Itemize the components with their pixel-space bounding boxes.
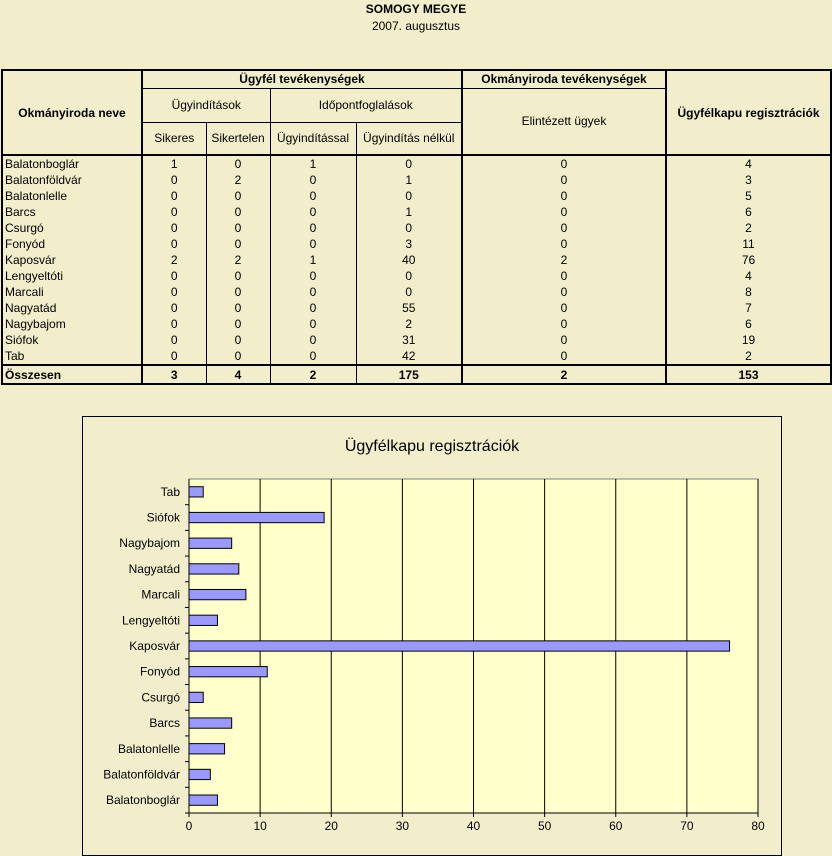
header-without-initiation: Ügyindítás nélkül (356, 122, 462, 155)
statistics-table (1, 69, 832, 385)
value-cell: 0 (142, 268, 206, 284)
x-tick-label: 60 (609, 819, 623, 833)
y-category-label: Barcs (149, 716, 180, 731)
header-bookings: Időpontfoglalások (270, 88, 462, 122)
x-tick-label: 20 (324, 819, 338, 833)
bar (189, 795, 217, 805)
value-cell: 0 (270, 268, 356, 284)
value-cell: 0 (206, 236, 270, 252)
bar (189, 615, 217, 625)
value-cell: 0 (206, 300, 270, 316)
office-name-cell: Tab (2, 348, 142, 365)
office-name-cell: Siófok (2, 332, 142, 348)
bar (189, 718, 232, 728)
value-cell: 1 (356, 204, 462, 220)
value-cell: 2 (206, 172, 270, 188)
office-name-cell: Balatonföldvár (2, 172, 142, 188)
value-cell: 0 (142, 172, 206, 188)
value-cell: 0 (356, 268, 462, 284)
value-cell: 0 (462, 316, 666, 332)
y-category-label: Balatonföldvár (103, 767, 180, 782)
total-row (2, 365, 831, 384)
x-tick-label: 0 (185, 819, 193, 833)
value-cell: 4 (666, 155, 831, 172)
value-cell: 0 (462, 348, 666, 365)
header-office-activities: Okmányiroda tevékenységek (462, 70, 666, 88)
y-category-label: Siófok (146, 510, 180, 525)
table-row (2, 220, 831, 236)
table-row (2, 348, 831, 365)
value-cell: 0 (270, 204, 356, 220)
page-title: SOMOGY MEGYE (365, 2, 467, 16)
header-office-name: Okmányiroda neve (2, 70, 142, 155)
bar (189, 512, 324, 522)
header-client-activities: Ügyfél tevékenységek (142, 70, 462, 88)
office-name-cell: Kaposvár (2, 252, 142, 268)
value-cell: 0 (462, 300, 666, 316)
bar (189, 769, 210, 779)
value-cell: 3 (356, 236, 462, 252)
table-row (2, 236, 831, 252)
table-row (2, 155, 831, 172)
value-cell: 0 (462, 188, 666, 204)
value-cell: 0 (142, 236, 206, 252)
value-cell: 19 (666, 332, 831, 348)
value-cell: 2 (462, 252, 666, 268)
bar (189, 487, 203, 497)
value-cell: 0 (206, 204, 270, 220)
value-cell: 7 (666, 300, 831, 316)
value-cell: 2 (206, 252, 270, 268)
value-cell: 0 (462, 172, 666, 188)
y-category-label: Nagybajom (119, 536, 180, 551)
value-cell: 0 (142, 300, 206, 316)
value-cell: 2 (142, 252, 206, 268)
page-subtitle: 2007. augusztus (371, 19, 461, 33)
value-cell: 4 (666, 268, 831, 284)
y-category-label: Csurgó (141, 690, 180, 705)
value-cell: 0 (142, 204, 206, 220)
value-cell: 0 (356, 220, 462, 236)
value-cell: 0 (462, 236, 666, 252)
y-category-label: Nagyatád (128, 561, 180, 576)
bar-chart (83, 417, 781, 855)
header-unsuccessful: Sikertelen (206, 122, 270, 155)
bar (189, 564, 239, 574)
value-cell: 2 (666, 220, 831, 236)
value-cell: 0 (462, 268, 666, 284)
office-name-cell: Nagybajom (2, 316, 142, 332)
value-cell: 0 (270, 220, 356, 236)
table-row (2, 172, 831, 188)
value-cell: 0 (142, 332, 206, 348)
value-cell: 0 (206, 188, 270, 204)
office-name-cell: Nagyatád (2, 300, 142, 316)
value-cell: 6 (666, 316, 831, 332)
table-row (2, 188, 831, 204)
value-cell: 0 (142, 220, 206, 236)
value-cell: 2 (666, 348, 831, 365)
office-name-cell: Barcs (2, 204, 142, 220)
bar (189, 667, 267, 677)
x-tick-label: 10 (253, 819, 267, 833)
table-row (2, 316, 831, 332)
header-with-initiation: Ügyindítással (270, 122, 356, 155)
value-cell: 0 (462, 204, 666, 220)
total-value: 153 (666, 365, 831, 384)
value-cell: 0 (462, 220, 666, 236)
chart-title: Ügyfélkapu regisztrációk (344, 438, 520, 455)
x-tick-label: 40 (466, 819, 481, 833)
total-value: 3 (142, 365, 206, 384)
x-tick-label: 30 (395, 819, 410, 833)
value-cell: 0 (270, 332, 356, 348)
value-cell: 0 (142, 284, 206, 300)
header-initiations: Ügyindítások (142, 88, 270, 122)
value-cell: 31 (356, 332, 462, 348)
total-value: 2 (270, 365, 356, 384)
value-cell: 0 (462, 155, 666, 172)
x-tick-label: 50 (537, 819, 552, 833)
value-cell: 0 (356, 155, 462, 172)
y-category-label: Marcali (141, 587, 180, 602)
value-cell: 2 (356, 316, 462, 332)
value-cell: 6 (666, 204, 831, 220)
office-name-cell: Balatonlelle (2, 188, 142, 204)
office-name-cell: Marcali (2, 284, 142, 300)
table-row (2, 268, 831, 284)
header-successful: Sikeres (142, 122, 206, 155)
bar (189, 692, 203, 702)
value-cell: 0 (270, 236, 356, 252)
value-cell: 40 (356, 252, 462, 268)
value-cell: 1 (356, 172, 462, 188)
value-cell: 8 (666, 284, 831, 300)
y-category-label: Fonyód (139, 664, 180, 679)
table-row (2, 300, 831, 316)
value-cell: 1 (270, 252, 356, 268)
y-category-label: Tab (160, 484, 180, 499)
office-name-cell: Lengyeltóti (2, 268, 142, 284)
value-cell: 0 (206, 268, 270, 284)
total-value: 2 (462, 365, 666, 384)
header-gateway-registrations: Ügyfélkapu regisztrációk (666, 70, 831, 155)
value-cell: 0 (270, 172, 356, 188)
total-value: 175 (356, 365, 462, 384)
value-cell: 0 (356, 188, 462, 204)
value-cell: 1 (270, 155, 356, 172)
value-cell: 11 (666, 236, 831, 252)
y-category-label: Balatonboglár (105, 793, 180, 808)
value-cell: 0 (206, 284, 270, 300)
value-cell: 0 (206, 316, 270, 332)
value-cell: 76 (666, 252, 831, 268)
value-cell: 0 (462, 332, 666, 348)
table-row (2, 284, 831, 300)
value-cell: 0 (142, 188, 206, 204)
office-name-cell: Fonyód (2, 236, 142, 252)
x-tick-label: 70 (680, 819, 694, 833)
bar (189, 538, 232, 548)
value-cell: 0 (270, 188, 356, 204)
value-cell: 0 (142, 348, 206, 365)
value-cell: 5 (666, 188, 831, 204)
value-cell: 0 (270, 300, 356, 316)
bar (189, 744, 225, 754)
value-cell: 1 (142, 155, 206, 172)
value-cell: 0 (206, 220, 270, 236)
value-cell: 0 (142, 316, 206, 332)
office-name-cell: Balatonboglár (2, 155, 142, 172)
chart-panel (82, 416, 782, 856)
value-cell: 0 (206, 348, 270, 365)
value-cell: 0 (206, 155, 270, 172)
header-completed-cases: Elintézett ügyek (462, 88, 666, 155)
total-value: 4 (206, 365, 270, 384)
value-cell: 0 (270, 284, 356, 300)
value-cell: 0 (206, 332, 270, 348)
bar (189, 641, 730, 651)
y-category-label: Lengyeltóti (121, 613, 180, 628)
bar (189, 589, 246, 599)
value-cell: 0 (356, 284, 462, 300)
value-cell: 0 (462, 284, 666, 300)
table-row (2, 204, 831, 220)
office-name-cell: Csurgó (2, 220, 142, 236)
total-label: Összesen (2, 365, 142, 384)
value-cell: 42 (356, 348, 462, 365)
value-cell: 3 (666, 172, 831, 188)
value-cell: 55 (356, 300, 462, 316)
value-cell: 0 (270, 316, 356, 332)
y-category-label: Balatonlelle (117, 741, 180, 756)
value-cell: 0 (270, 348, 356, 365)
table-row (2, 252, 831, 268)
table-row (2, 332, 831, 348)
x-tick-label: 80 (751, 819, 765, 833)
y-category-label: Kaposvár (129, 639, 180, 653)
